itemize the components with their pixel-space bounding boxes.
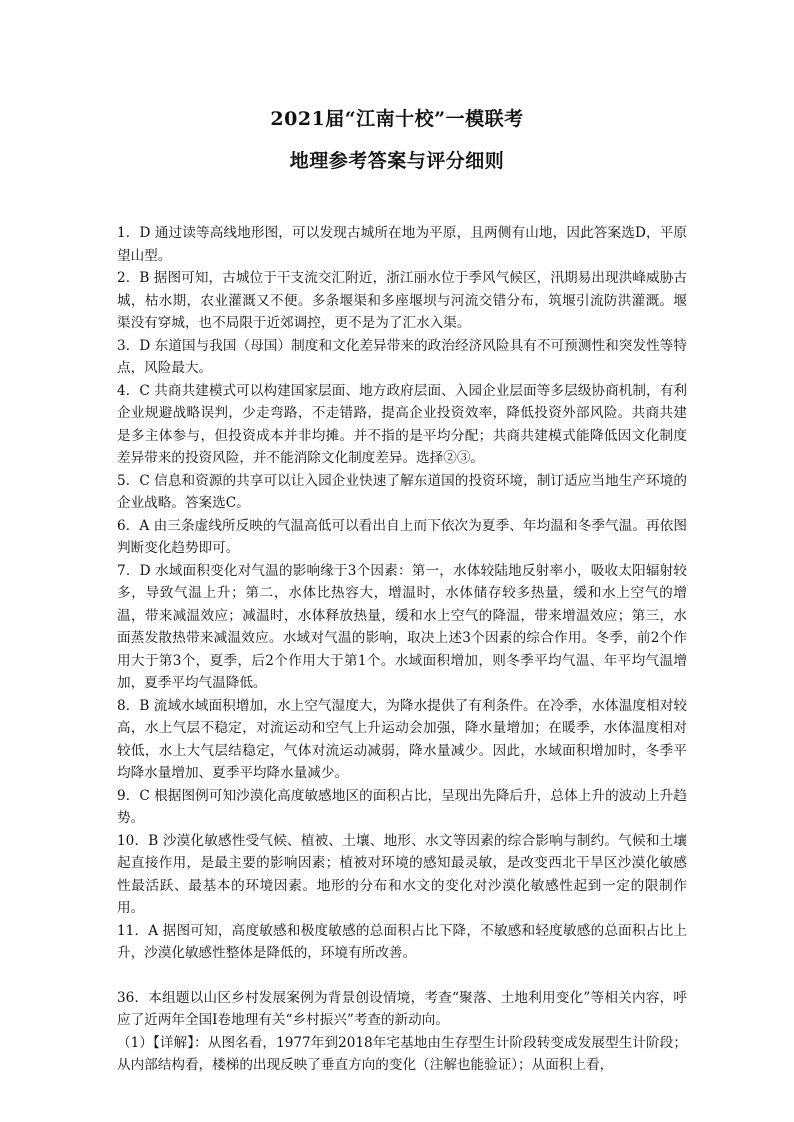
document-title: 2021届“江南十校”一模联考: [270, 108, 524, 130]
section-spacer: [117, 965, 687, 987]
answer-body: [117, 222, 687, 1077]
answer-item: 7．D 水域面积变化对气温的影响缘于3个因素：第一，水体较陆地反射率小，吸收太阳辐射较多，导致气温上升；第二，水体比热容大，增温时，水体储存较多热量，缓和水上空气的增温，带来减温效应；减温时，水体释放热量，缓和水上空气的降温，带来增温效应；第三，水面蒸发散热带来减温效应。水域对气温的影响，取决上述3个因素的综合作用。冬季，前2个作用大于第3个，夏季，后2个作用大于第1个。水域面积增加，则冬季平均气温、年平均气温增加，夏季平均气温降低。: [117, 562, 687, 691]
document-subtitle: 地理参考答案与评分细则: [289, 150, 505, 172]
question-36-intro: 36．本组题以山区乡村发展案例为背景创设情境，考查“聚落、土地利用变化”等相关内容，呼应了近两年全国Ⅰ卷地理有关“乡村振兴”考查的新动向。: [117, 989, 687, 1028]
answer-item: 9．C 根据图例可知沙漠化高度敏感地区的面积占比，呈现出先降后升，总体上升的波动上升趋势。: [117, 787, 687, 826]
answer-item: 1．D 通过读等高线地形图，可以发现古城所在地为平原，且两侧有山地，因此答案选D，平原望山型。: [117, 225, 687, 264]
answer-item: 5．C 信息和资源的共享可以让入园企业快速了解东道国的投资环境，制订适应当地生产环境的企业战略。答案选C。: [117, 472, 687, 511]
answer-item: 3．D 东道国与我国（母国）制度和文化差异带来的政治经济风险具有不可预测性和突发性等特点，风险最大。: [117, 337, 687, 376]
answer-item: 10．B 沙漠化敏感性受气候、植被、土壤、地形、水文等因素的综合影响与制约。气候和土壤起直接作用，是最主要的影响因素；植被对环境的感知最灵敏，是改变西北干旱区沙漠化敏感性最活跃、最基本的环境因素。地形的分布和水文的变化对沙漠化敏感性起到一定的限制作用。: [117, 832, 687, 916]
answer-item: 6．A 由三条虚线所反映的气温高低可以看出自上而下依次为夏季、年均温和冬季气温。再依图判断变化趋势即可。: [117, 517, 687, 556]
answer-item: 2．B 据图可知，古城位于干支流交汇附近，浙江丽水位于季风气候区，汛期易出现洪峰威胁古城，枯水期，农业灌溉又不便。多条堰渠和多座堰坝与河流交错分布，筑堰引流防洪灌溉。堰渠没有穿城，也不局限于近郊调控，更不是为了汇水入渠。: [117, 270, 687, 331]
answer-item: 8．B 流域水域面积增加，水上空气湿度大，为降水提供了有利条件。在冷季，水体温度相对较高，水上气层不稳定，对流运动和空气上升运动会加强，降水量增加；在暖季，水体温度相对较低，水上大气层结稳定，气体对流运动减弱，降水量减少。因此，水域面积增加时，冬季平均降水量增加、夏季平均降水量减少。: [117, 697, 687, 781]
answer-item: 4．C 共商共建模式可以构建国家层面、地方政府层面、入园企业层面等多层级协商机制，有利企业规避战略误判，少走弯路，不走错路，提高企业投资效率，降低投资外部风险。共商共建是多主体参与，但投资成本并非均摊。并不指的是平均分配；共商共建模式能降低因文化制度差异带来的投资风险，并不能消除文化制度差异。选择②③。: [117, 382, 687, 466]
answer-item: 11．A 据图可知，高度敏感和极度敏感的总面积占比下降，不敏感和轻度敏感的总面积占比上升，沙漠化敏感性整体是降低的，环境有所改善。: [117, 922, 687, 961]
question-36-part-1: （1）【详解】：从图名看，1977年到2018年宅基地由生存型生计阶段转变成发展型生计阶段；从内部结构看，楼梯的出现反映了垂直方向的变化（注解也能验证）；从面积上看，: [117, 1034, 687, 1073]
